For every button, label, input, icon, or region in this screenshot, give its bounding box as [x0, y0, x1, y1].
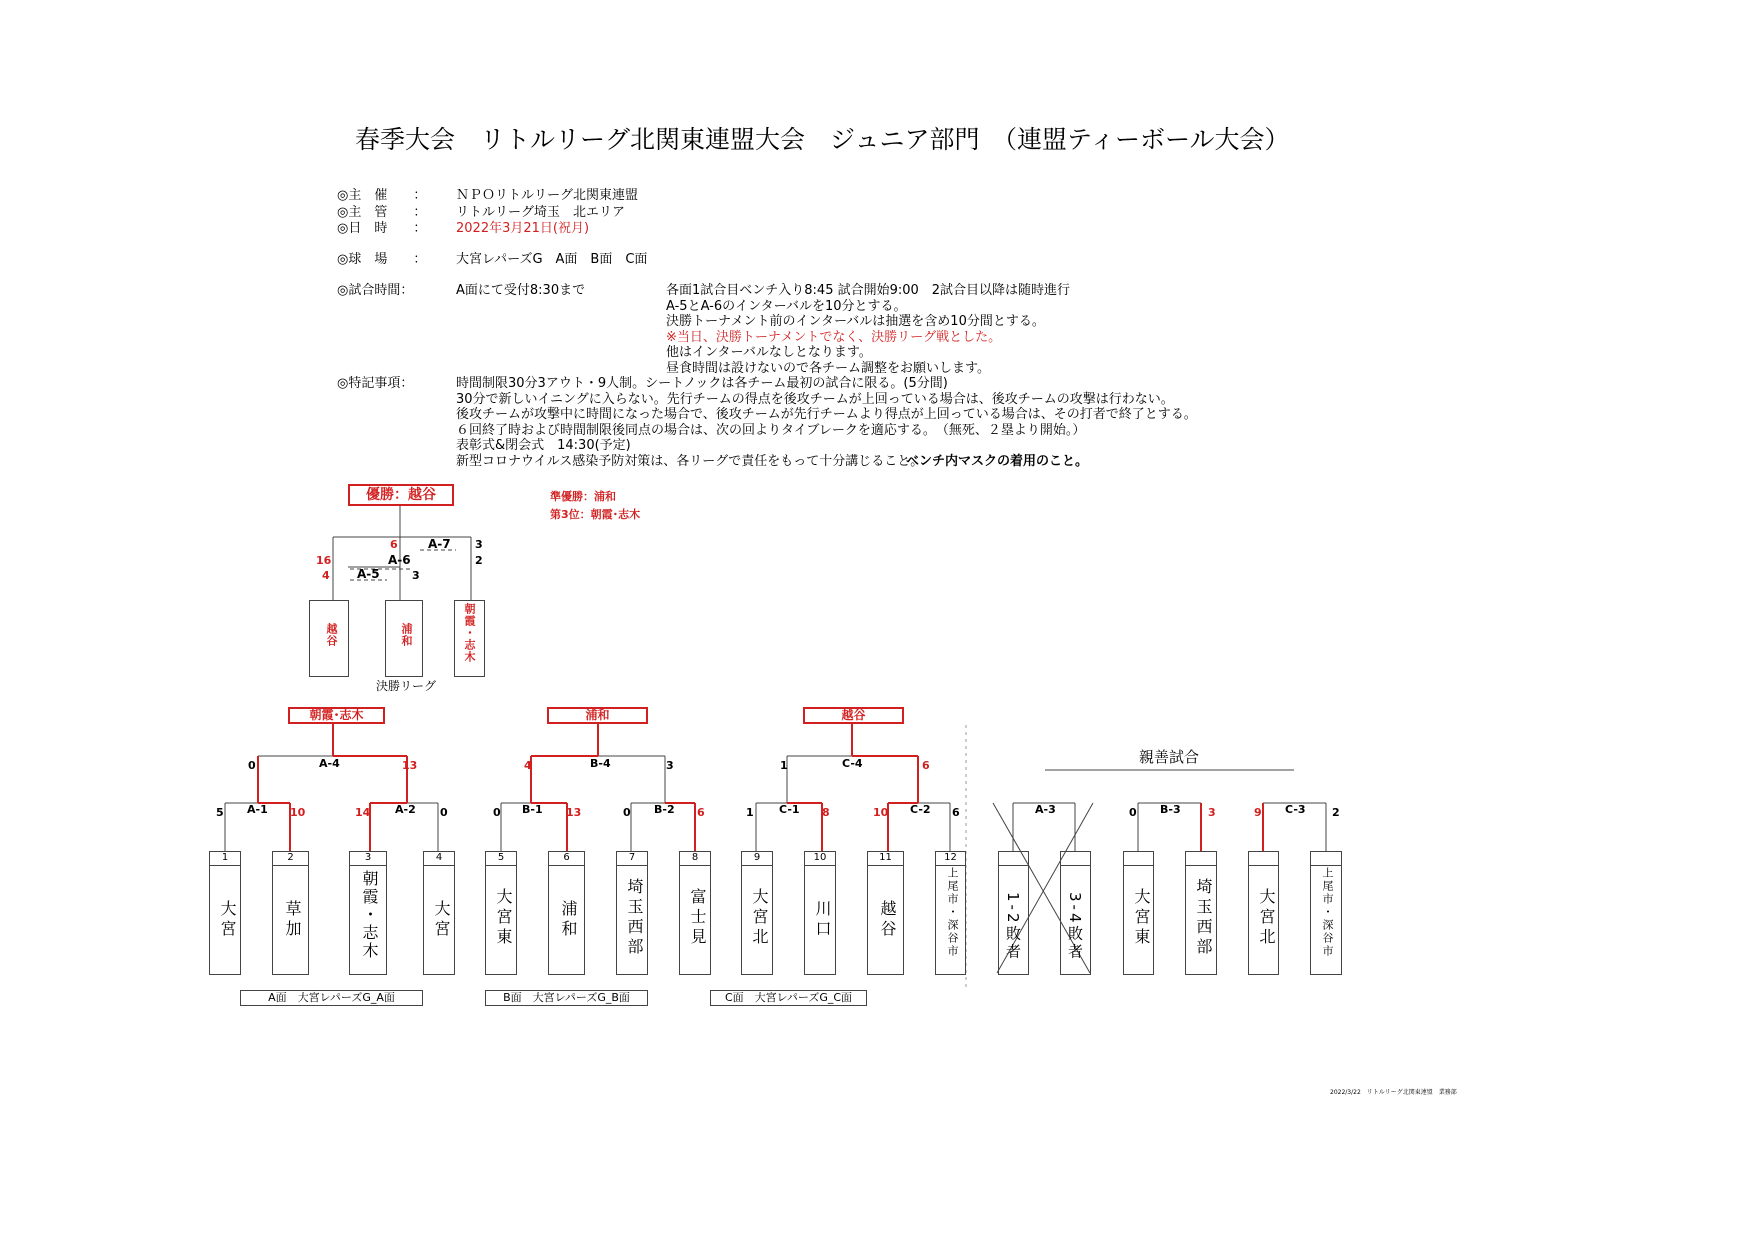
team-name: 大宮北	[1257, 888, 1276, 948]
game-label: C-4	[842, 757, 863, 770]
team-box	[485, 851, 517, 975]
game-label: C-3	[1285, 803, 1306, 816]
score: 6	[922, 759, 930, 772]
score: 4	[322, 569, 330, 582]
champion-badge: 優勝：越谷	[348, 484, 454, 506]
team-number: 3	[350, 852, 386, 866]
team-box	[349, 851, 387, 975]
time-label: ◎試合時間：	[337, 283, 414, 298]
date-label: ◎日 時 ：	[337, 221, 427, 236]
third-place: 第3位：朝霞･志木	[550, 508, 641, 521]
team-box	[423, 851, 455, 975]
game-label: A-2	[395, 803, 416, 816]
score: 0	[493, 806, 501, 819]
team-number: 9	[742, 852, 772, 866]
date-value: 2022年3月21日(祝月)	[456, 221, 590, 236]
score: 9	[1254, 806, 1262, 819]
game-label: B-1	[522, 803, 543, 816]
team-number-blank	[1186, 852, 1216, 866]
game-label: B-4	[590, 757, 611, 770]
team-box	[1185, 851, 1217, 975]
game-label-a6: A-6	[388, 553, 411, 567]
venue-label: ◎球 場 ：	[337, 252, 427, 267]
runner-up: 準優勝：浦和	[550, 490, 616, 503]
score: 13	[402, 759, 418, 772]
league-team: 越谷	[325, 623, 338, 647]
team-number: 10	[805, 852, 835, 866]
team-name: 大宮東	[1132, 888, 1151, 948]
score: 0	[440, 806, 448, 819]
team-box	[1310, 851, 1342, 975]
score: 6	[952, 806, 960, 819]
team-number: 12	[936, 852, 965, 866]
team-box	[616, 851, 648, 975]
manage-label: ◎主 管 ：	[337, 205, 427, 220]
team-box	[804, 851, 836, 975]
team-number: 7	[617, 852, 647, 866]
note-line: 新型コロナウイルス感染予防対策は、各リーグで責任をもって十分講じること。	[456, 454, 924, 469]
host-value: ＮＰＯリトルリーグ北関東連盟	[456, 188, 639, 203]
team-number-blank	[999, 852, 1028, 866]
score: 2	[475, 554, 483, 567]
game-label: A-4	[319, 757, 340, 770]
venue-value: 大宮レパーズG A面 B面 C面	[456, 252, 648, 267]
notes-label: ◎特記事項：	[337, 376, 414, 391]
score: 1	[780, 759, 788, 772]
score: 10	[873, 806, 889, 819]
time-note: 昼食時間は設けないので各チーム調整をお願いします。	[666, 361, 990, 376]
final-league-label: 決勝リーグ	[376, 679, 437, 693]
score: 6	[390, 538, 398, 551]
team-number: 1	[210, 852, 240, 866]
score: 5	[216, 806, 224, 819]
team-name: 大宮北	[750, 888, 769, 948]
game-label: C-1	[779, 803, 800, 816]
team-name: 埼玉西部	[1194, 878, 1213, 958]
note-line: 後攻チームが攻撃中に時間になった場合で、後攻チームが先行チームより得点が上回っている場合は、その打者で終了とする。	[456, 407, 1197, 422]
note-line: 30分で新しいイニングに入らない。先行チームの得点を後攻チームが上回っている場合は、後攻チームの攻撃は行わない。	[456, 392, 1174, 407]
team-number: 6	[549, 852, 584, 866]
score: 0	[623, 806, 631, 819]
field-label: B面 大宮レパーズG_B面	[485, 990, 648, 1006]
score: 16	[316, 554, 332, 567]
mask-note: ベンチ内マスクの着用のこと。	[906, 454, 1089, 469]
game-label: B-3	[1160, 803, 1181, 816]
team-name: 上尾市・深谷市	[946, 867, 959, 958]
team-box	[998, 851, 1029, 975]
note-line: 表彰式&閉会式 14:30(予定)	[456, 438, 631, 453]
score: 6	[697, 806, 705, 819]
game-label: C-2	[910, 803, 931, 816]
team-name: 大宮	[218, 900, 237, 940]
team-name: 浦和	[559, 900, 578, 940]
score: 1	[746, 806, 754, 819]
score: 8	[822, 806, 830, 819]
team-name: 埼玉西部	[625, 878, 644, 958]
team-number: 4	[424, 852, 454, 866]
score: 4	[524, 759, 532, 772]
block-winner: 浦和	[547, 707, 648, 724]
score: 2	[1332, 806, 1340, 819]
friendly-title: 親善試合	[1139, 748, 1200, 766]
team-box	[209, 851, 241, 975]
team-number-blank	[1249, 852, 1278, 866]
team-name: 大宮	[432, 900, 451, 940]
footer-note: 2022/3/22 リトルリーグ北関東連盟 業務部	[1330, 1089, 1457, 1096]
score: 3	[475, 538, 483, 551]
team-name: 3-4敗者	[1066, 892, 1084, 962]
league-team-box	[309, 600, 349, 677]
team-number-blank	[1124, 852, 1153, 866]
page-title: 春季大会 リトルリーグ北関東連盟大会 ジュニア部門 （連盟ティーボール大会）	[355, 125, 1290, 154]
team-name: 1-2敗者	[1004, 892, 1022, 962]
time-note: A-5とA-6のインターバルを10分とする。	[666, 299, 907, 314]
host-label: ◎主 催 ：	[337, 188, 427, 203]
score: 14	[355, 806, 371, 819]
time-note: 他はインターバルなしとなります。	[666, 345, 872, 360]
game-label: B-2	[654, 803, 675, 816]
time-note-highlight: ※当日、決勝トーナメントでなく、決勝リーグ戦とした。	[666, 330, 1002, 345]
team-number: 5	[486, 852, 516, 866]
field-label: A面 大宮レパーズG_A面	[240, 990, 423, 1006]
team-name: 富士見	[688, 888, 707, 948]
note-line: 時間制限30分3アウト・9人制。シートノックは各チーム最初の試合に限る。(5分間)	[456, 376, 948, 391]
team-box	[741, 851, 773, 975]
score: 10	[290, 806, 306, 819]
team-box	[1060, 851, 1091, 975]
game-label: A-3	[1035, 803, 1056, 816]
game-label-a7: A-7	[428, 537, 451, 551]
team-box	[1123, 851, 1154, 975]
team-box	[867, 851, 904, 975]
league-team-box	[454, 600, 485, 677]
manage-value: リトルリーグ埼玉 北エリア	[456, 205, 626, 220]
team-number: 8	[680, 852, 710, 866]
team-name: 上尾市・深谷市	[1321, 867, 1334, 958]
team-box	[548, 851, 585, 975]
game-label-a5: A-5	[357, 567, 380, 581]
league-team-box	[385, 600, 423, 677]
score: 3	[412, 569, 420, 582]
team-box	[679, 851, 711, 975]
field-label: C面 大宮レパーズG_C面	[710, 990, 867, 1006]
note-line: ６回終了時および時間制限後同点の場合は、次の回よりタイブレークを適応する。 （無死、２塁より開始。）	[456, 423, 1086, 438]
team-box	[1248, 851, 1279, 975]
team-number: 2	[273, 852, 308, 866]
block-winner: 越谷	[803, 707, 904, 724]
score: 13	[566, 806, 582, 819]
team-number: 11	[868, 852, 903, 866]
time-note: 決勝トーナメント前のインターバルは抽選を含め10分間とする。	[666, 314, 1045, 329]
team-number-blank	[1311, 852, 1341, 866]
team-name: 越谷	[878, 900, 897, 940]
block-winner: 朝霞･志木	[288, 707, 385, 724]
team-number-blank	[1061, 852, 1090, 866]
team-name: 川口	[813, 900, 832, 940]
team-name: 草加	[283, 900, 302, 940]
score: 0	[1129, 806, 1137, 819]
team-name: 大宮東	[494, 888, 513, 948]
score: 3	[666, 759, 674, 772]
team-name: 朝霞・志木	[360, 870, 379, 960]
league-team: 浦和	[400, 623, 413, 647]
score: 0	[248, 759, 256, 772]
league-team: 朝霞・志木	[463, 603, 476, 663]
score: 3	[1208, 806, 1216, 819]
time-reception: A面にて受付8:30まで	[456, 283, 586, 298]
team-box	[935, 851, 966, 975]
game-label: A-1	[247, 803, 268, 816]
team-box	[272, 851, 309, 975]
time-note: 各面1試合目ベンチ入り8:45 試合開始9:00 2試合目以降は随時進行	[666, 283, 1071, 298]
